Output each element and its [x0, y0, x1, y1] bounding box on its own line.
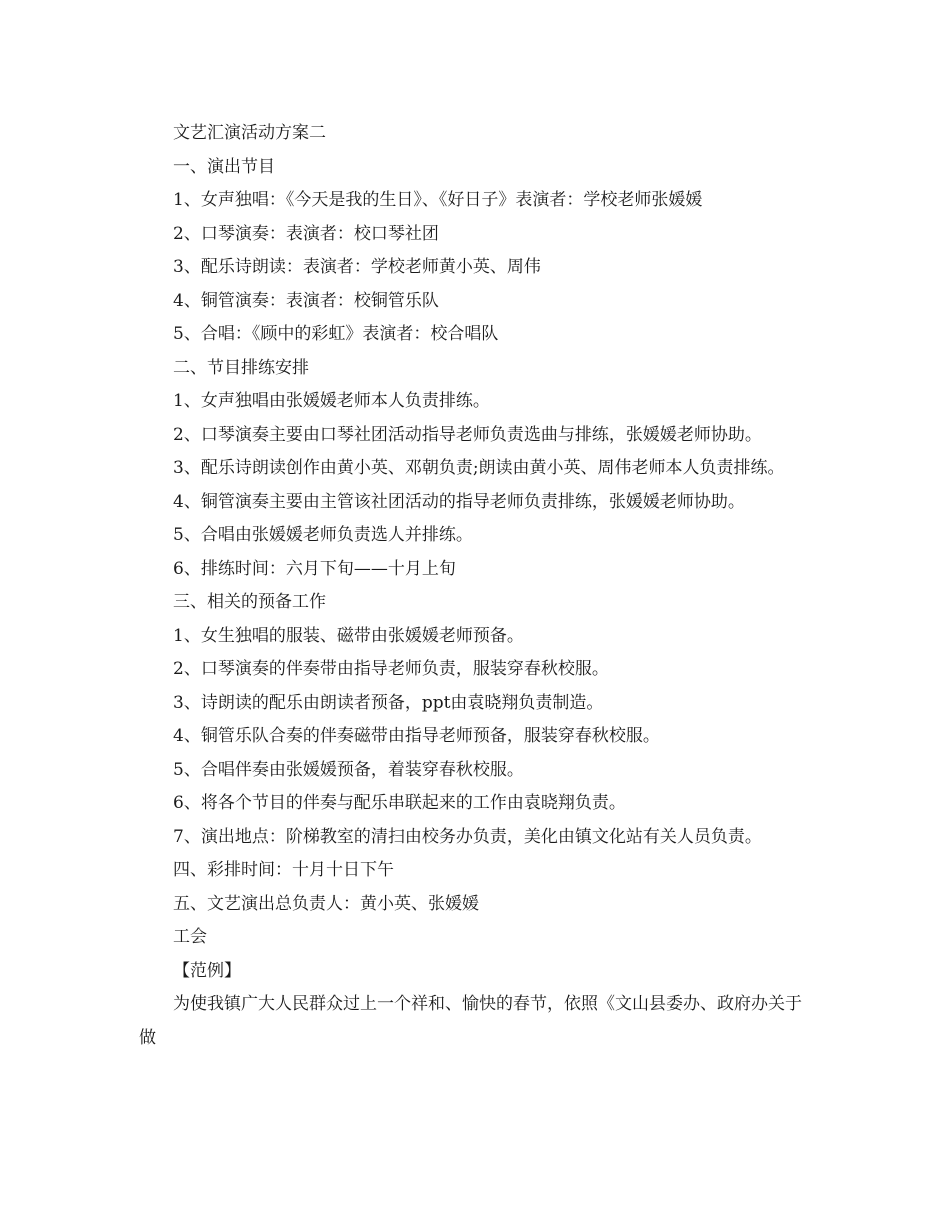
section-heading-3: 三、相关的预备工作	[173, 592, 326, 612]
rehearsal-item-4: 4、铜管演奏主要由主管该社团活动的指导老师负责排练，张媛媛老师协助。	[173, 491, 745, 512]
program-item-5: 5、合唱：《顾中的彩虹》表演者：校合唱队	[173, 324, 499, 344]
prep-item-3: 3、诗朗读的配乐由朗读者预备，ppt由袁晓翔负责制造。	[173, 692, 604, 713]
program-item-1: 1、女声独唱：《今天是我的生日》、《好日子》表演者：学校老师张媛媛	[173, 190, 703, 210]
section-heading-1: 一、演出节目	[173, 156, 275, 177]
signature-union: 工会	[173, 927, 207, 947]
document-body	[139, 117, 815, 1055]
example-paragraph: 为使我镇广大人民群众过上一个祥和、愉快的春节，依照《文山县委办、政府办关于做	[139, 994, 802, 1048]
program-item-2: 2、口琴演奏：表演者：校口琴社团	[173, 223, 439, 244]
doc-title: 文艺汇演活动方案二	[173, 123, 326, 143]
prep-item-6: 6、将各个节目的伴奏与配乐串联起来的工作由袁晓翔负责。	[173, 793, 626, 813]
section-heading-2: 二、节目排练安排	[173, 357, 309, 378]
rehearsal-item-5: 5、合唱由张媛媛老师负责选人并排练。	[173, 525, 473, 545]
program-item-3: 3、配乐诗朗读：表演者：学校老师黄小英、周伟	[173, 257, 541, 277]
prep-item-1: 1、女生独唱的服装、磁带由张媛媛老师预备。	[173, 625, 524, 646]
rehearsal-item-2: 2、口琴演奏主要由口琴社团活动指导老师负责选曲与排练，张媛媛老师协助。	[173, 424, 762, 445]
section-heading-4: 四、彩排时间：十月十日下午	[173, 860, 394, 880]
section-heading-5: 五、文艺演出总负责人：黄小英、张媛媛	[173, 893, 479, 914]
rehearsal-item-3: 3、配乐诗朗读创作由黄小英、邓朝负责;朗读由黄小英、周伟老师本人负责排练。	[173, 458, 785, 478]
prep-item-4: 4、铜管乐队合奏的伴奏磁带由指导老师预备，服装穿春秋校服。	[173, 726, 660, 746]
prep-item-2: 2、口琴演奏的伴奏带由指导老师负责，服装穿春秋校服。	[173, 659, 609, 679]
prep-item-5: 5、合唱伴奏由张媛媛预备，着装穿春秋校服。	[173, 759, 524, 780]
prep-item-7: 7、演出地点：阶梯教室的清扫由校务办负责，美化由镇文化站有关人员负责。	[173, 826, 762, 847]
example-heading: 【范例】	[173, 960, 241, 981]
rehearsal-item-1: 1、女声独唱由张媛媛老师本人负责排练。	[173, 391, 490, 411]
rehearsal-item-6: 6、排练时间：六月下旬——十月上旬	[173, 558, 456, 579]
program-item-4: 4、铜管演奏：表演者：校铜管乐队	[173, 290, 439, 311]
